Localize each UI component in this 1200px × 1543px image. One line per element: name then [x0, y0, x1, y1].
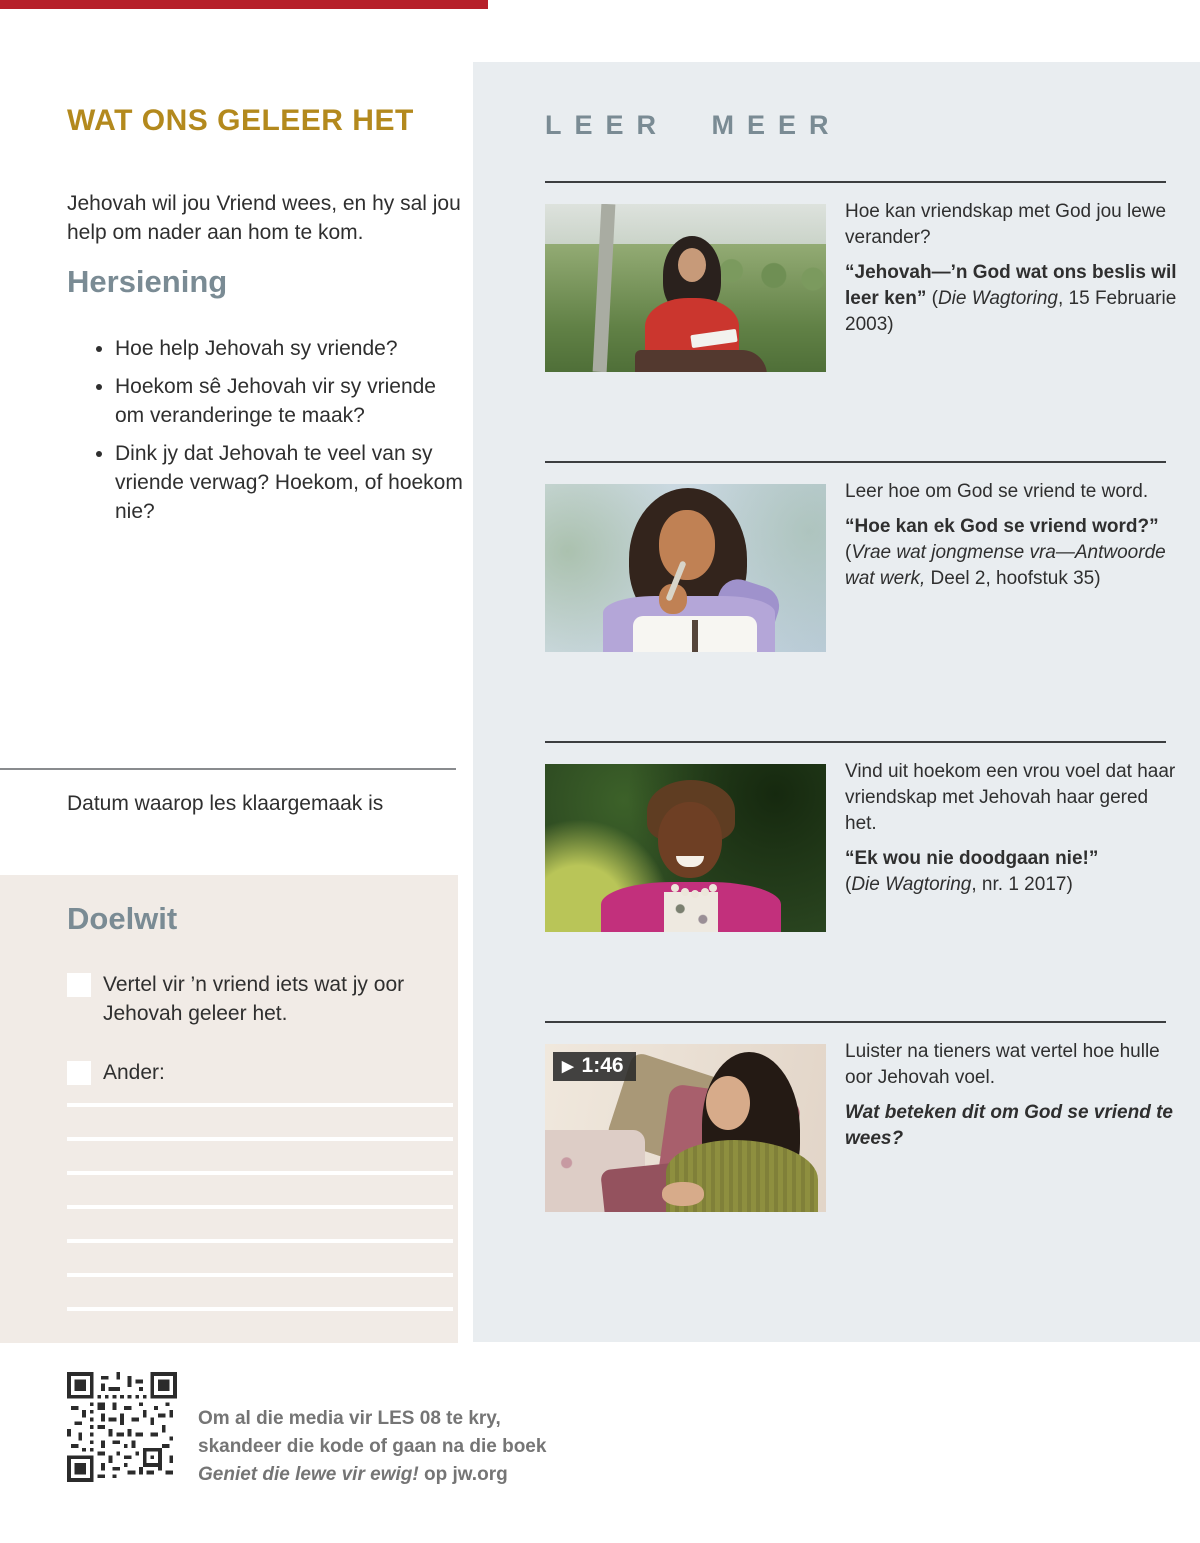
- goal-option-label: Vertel vir ’n vriend iets wat jy oor Jehovah geleer het.: [103, 973, 405, 1025]
- item-title-link[interactable]: “Jehovah—’n God wat ons beslis wil leer ken”: [845, 262, 1177, 309]
- item-separator: [545, 181, 1166, 183]
- learn-more-item: [473, 181, 1200, 461]
- goal-option: [67, 1058, 437, 1087]
- writing-line: [67, 1103, 453, 1107]
- review-heading: Hersiening: [67, 264, 228, 299]
- learn-more-item: [473, 741, 1200, 1021]
- item-separator: [545, 741, 1166, 743]
- review-question: • Hoe help Jehovah sy vriende?: [115, 334, 467, 363]
- item-photo-woman-orchard[interactable]: [545, 204, 826, 372]
- item-photo-smiling-woman[interactable]: [545, 764, 826, 932]
- section-heading-what-we-learned: WAT ONS GELEER HET: [67, 104, 414, 137]
- writing-line: [67, 1239, 453, 1243]
- goal-box: [0, 875, 458, 1343]
- writing-line: [67, 1307, 453, 1311]
- writing-line: [67, 1137, 453, 1141]
- item-video-teen-praying[interactable]: [545, 1044, 826, 1212]
- date-completed-label: Datum waarop les klaargemaak is: [67, 792, 384, 815]
- review-question: • Hoekom sê Jehovah vir sy vriende om veranderinge te maak?: [115, 372, 467, 430]
- date-rule: [0, 768, 456, 770]
- publication-name: Vrae wat jongmense vra—Antwoorde wat werk,: [845, 542, 1166, 589]
- video-duration: 1:46: [581, 1054, 624, 1077]
- item-text: Leer hoe om God se vriend te word. “Hoe kan ek God se vriend word?” (Vrae wat jongmense vra—Antwoorde wat werk, Deel 2, hoofstuk 35): [845, 479, 1183, 601]
- learn-more-panel: [473, 62, 1200, 1342]
- item-text: [845, 1039, 1183, 1161]
- item-title-link[interactable]: Wat beteken dit om God se vriend te wees?: [845, 1102, 1173, 1149]
- item-description: Luister na tieners wat vertel hoe hulle oor Jehovah voel.: [845, 1041, 1160, 1088]
- writing-line: [67, 1205, 453, 1209]
- qr-code: [67, 1372, 177, 1482]
- learn-more-item: [473, 1021, 1200, 1301]
- qr-caption: Om al die media vir LES 08 te kry, skandeer die kode of gaan na die boek Geniet die lewe vir ewig! op jw.org: [198, 1408, 547, 1485]
- goal-checkbox[interactable]: [67, 1061, 91, 1085]
- learn-more-heading: LEER MEER: [545, 110, 842, 140]
- goal-option-label: Ander:: [103, 1061, 165, 1084]
- item-title-link[interactable]: “Ek wou nie doodgaan nie!”: [845, 848, 1099, 869]
- item-separator: [545, 461, 1166, 463]
- review-question: • Dink jy dat Jehovah te veel van sy vriende verwag? Hoekom, of hoekom nie?: [115, 439, 467, 526]
- item-photo-girl-reading[interactable]: [545, 484, 826, 652]
- goal-checkbox[interactable]: [67, 973, 91, 997]
- item-title-link[interactable]: “Hoe kan ek God se vriend word?”: [845, 516, 1159, 537]
- publication-name: Die Wagtoring: [937, 288, 1058, 309]
- review-question-list: [92, 334, 467, 535]
- learn-more-item: [473, 461, 1200, 741]
- item-text: Hoe kan vriendskap met God jou lewe verander? “Jehovah—’n God wat ons beslis wil leer ken” (Die Wagtoring, 15 Februarie 2003): [845, 199, 1183, 347]
- goal-heading: Doelwit: [67, 901, 178, 936]
- qr-code-graphic: [67, 1372, 177, 1482]
- item-description: Vind uit hoekom een vrou voel dat haar vriendskap met Jehovah haar gered het.: [845, 761, 1176, 834]
- writing-lines: [67, 1103, 453, 1341]
- writing-line: [67, 1273, 453, 1277]
- item-description: Leer hoe om God se vriend te word.: [845, 481, 1149, 502]
- item-separator: [545, 1021, 1166, 1023]
- item-description: Hoe kan vriendskap met God jou lewe verander?: [845, 201, 1167, 248]
- video-duration-badge[interactable]: [553, 1052, 636, 1081]
- book-title: Geniet die lewe vir ewig!: [198, 1464, 419, 1485]
- play-icon: ▶: [562, 1057, 574, 1075]
- top-accent-bar: [0, 0, 488, 9]
- item-text: Vind uit hoekom een vrou voel dat haar vriendskap met Jehovah haar gered het. “Ek wou nie doodgaan nie!” (Die Wagtoring, nr. 1 2017): [845, 759, 1183, 907]
- goal-option: [67, 970, 437, 1028]
- intro-text: Jehovah wil jou Vriend wees, en hy sal jou help om nader aan hom te kom.: [67, 192, 461, 244]
- publication-name: Die Wagtoring: [851, 874, 972, 895]
- writing-line: [67, 1171, 453, 1175]
